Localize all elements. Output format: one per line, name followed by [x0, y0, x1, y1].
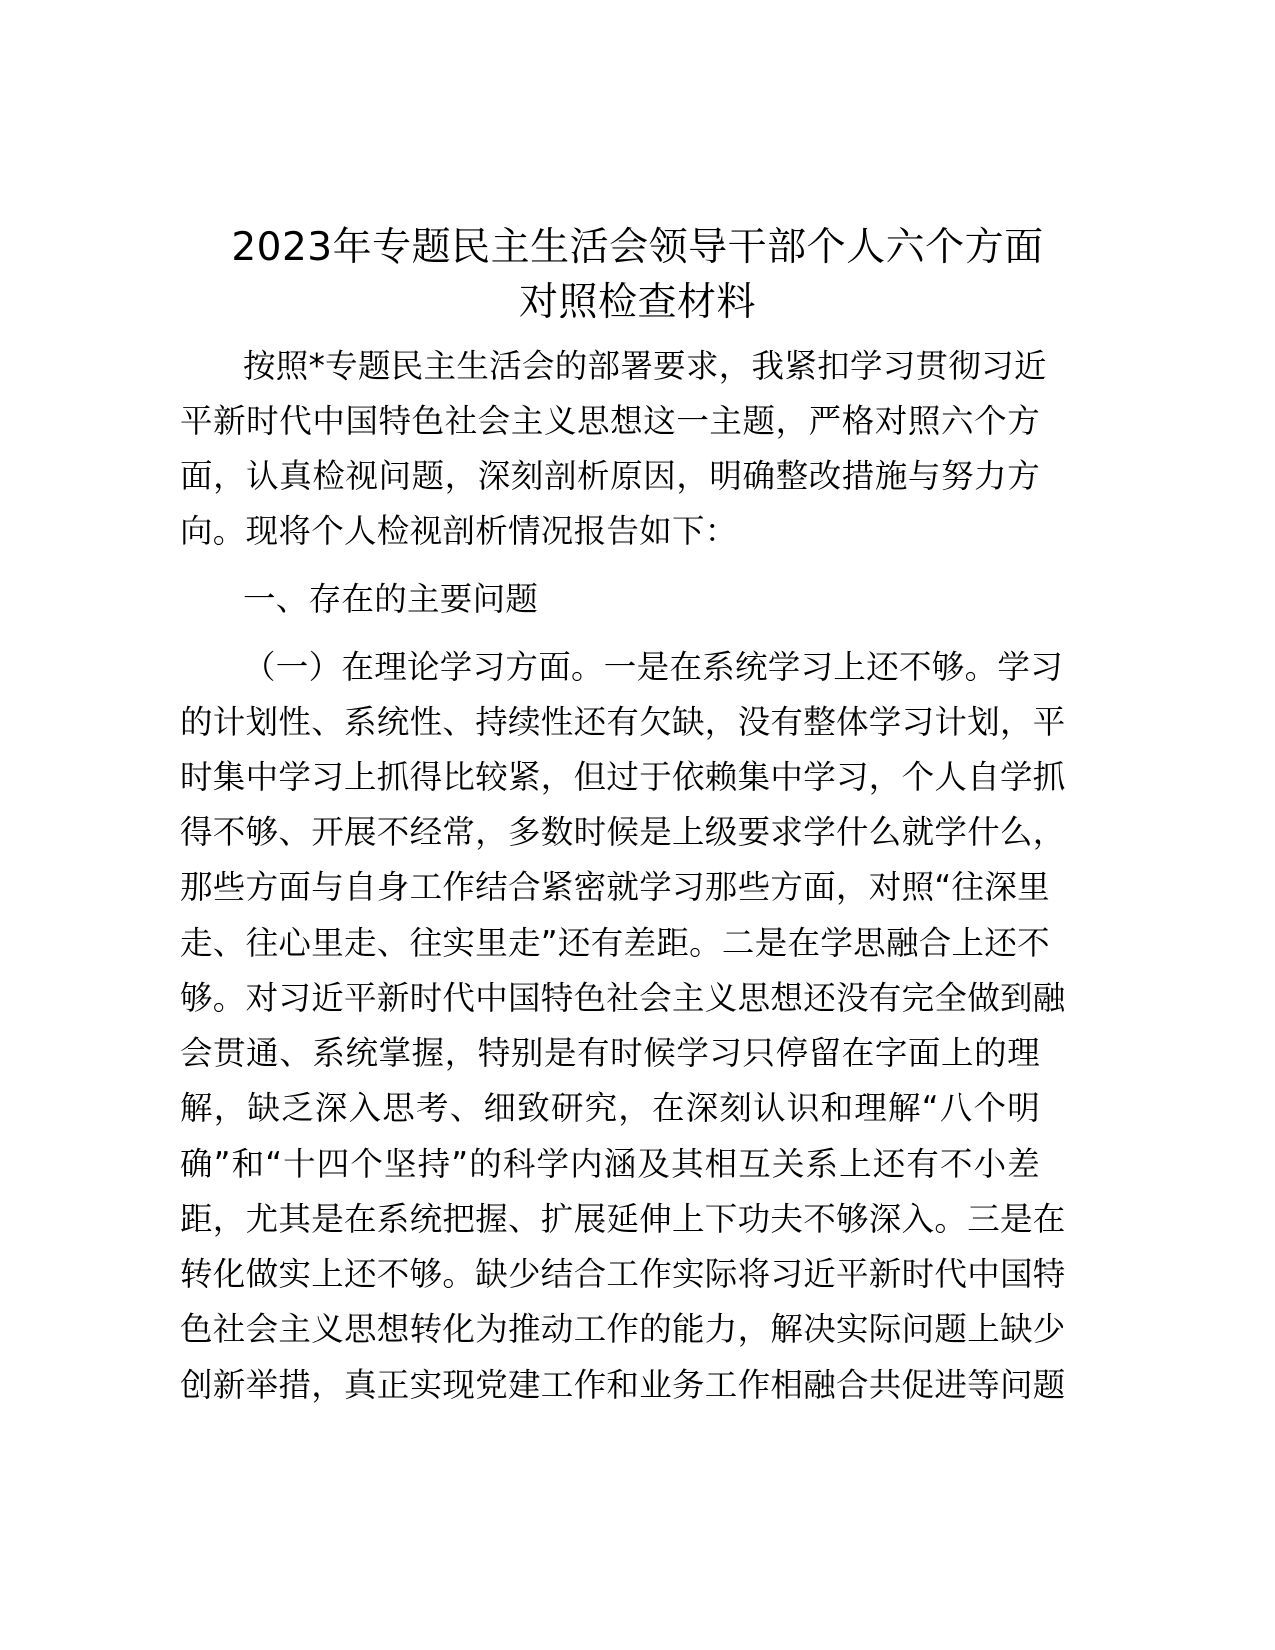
document-title-line-2: 对照检查材料 — [518, 280, 756, 325]
intro-paragraph-line: 面，认真检视问题，深刻剖析原因，明确整改措施与努力方 — [180, 457, 1040, 495]
subsection-paragraph-line: 确”和“十四个坚持”的科学内涵及其相互关系上还有不小差 — [180, 1145, 1040, 1183]
subsection-paragraph-line: 走、往心里走、往实里走”还有差距。二是在学思融合上还不 — [180, 924, 1050, 962]
subsection-paragraph-line: 会贯通、系统掌握，特别是有时候学习只停留在字面上的理 — [180, 1034, 1040, 1072]
subsection-paragraph-line: （一）在理论学习方面。一是在系统学习上还不够。学习 — [243, 648, 1064, 686]
intro-paragraph-line: 向。现将个人检视剖析情况报告如下： — [180, 512, 738, 550]
subsection-paragraph-line: 的计划性、系统性、持续性还有欠缺，没有整体学习计划，平 — [180, 703, 1066, 741]
subsection-paragraph-line: 得不够、开展不经常，多数时候是上级要求学什么就学什么， — [180, 813, 1066, 851]
document-title-line-1: 2023年专题民主生活会领导干部个人六个方面 — [231, 225, 1044, 270]
section-heading: 一、存在的主要问题 — [243, 580, 539, 618]
subsection-paragraph-line: 创新举措，真正实现党建工作和业务工作相融合共促进等问题 — [180, 1366, 1066, 1404]
subsection-paragraph-line: 够。对习近平新时代中国特色社会主义思想还没有完全做到融 — [180, 979, 1066, 1017]
subsection-paragraph-line: 时集中学习上抓得比较紧，但过于依赖集中学习，个人自学抓 — [180, 758, 1066, 796]
intro-paragraph-line: 按照*专题民主生活会的部署要求，我紧扣学习贯彻习近 — [243, 347, 1047, 385]
subsection-paragraph-line: 解，缺乏深入思考、细致研究，在深刻认识和理解“八个明 — [180, 1089, 1040, 1127]
subsection-paragraph-line: 那些方面与自身工作结合紧密就学习那些方面，对照“往深里 — [180, 868, 1050, 906]
subsection-paragraph-line: 色社会主义思想转化为推动工作的能力，解决实际问题上缺少 — [180, 1310, 1066, 1348]
subsection-paragraph-line: 转化做实上还不够。缺少结合工作实际将习近平新时代中国特 — [180, 1255, 1066, 1293]
subsection-paragraph-line: 距，尤其是在系统把握、扩展延伸上下功夫不够深入。三是在 — [180, 1200, 1066, 1238]
intro-paragraph-line: 平新时代中国特色社会主义思想这一主题，严格对照六个方 — [180, 402, 1040, 440]
